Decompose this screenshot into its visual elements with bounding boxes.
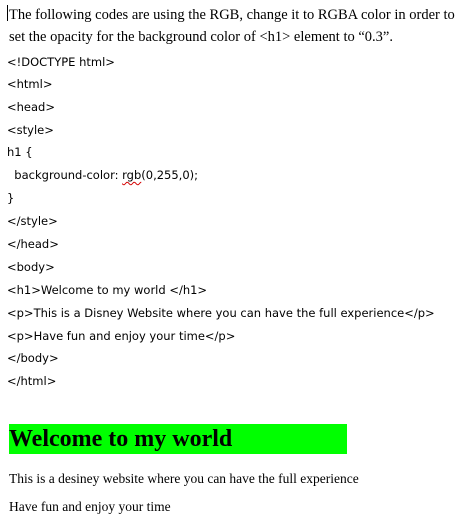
code-line-p1: <p>This is a Disney Website where you can have the full experience</p> <box>7 306 435 320</box>
code-line-head-open: <head> <box>7 100 55 114</box>
rendered-paragraph-2: Have fun and enjoy your time <box>9 499 171 514</box>
code-line-style-close: </style> <box>7 214 58 228</box>
code-line-brace-close: } <box>7 191 15 205</box>
code-line-h1-selector: h1 { <box>7 145 33 159</box>
css-property: background-color: <box>7 168 123 182</box>
code-line-html-open: <html> <box>7 77 53 91</box>
code-line-body-open: <body> <box>7 260 55 274</box>
code-line-h1: <h1>Welcome to my world </h1> <box>7 283 208 297</box>
code-line-body-close: </body> <box>7 351 59 365</box>
rendered-paragraph-1: This is a desiney website where you can have the full experience <box>9 471 359 486</box>
code-line-doctype: <!DOCTYPE html> <box>7 55 115 69</box>
spellcheck-underlined-word: rgb <box>122 168 142 182</box>
code-line-p2: <p>Have fun and enjoy your time</p> <box>7 329 236 343</box>
rgb-arguments: (0,255,0); <box>141 168 199 182</box>
text-cursor <box>7 5 8 21</box>
code-line-style-open: <style> <box>7 123 54 137</box>
instruction-paragraph: The following codes are using the RGB, change it to RGBA color in order to set the opacity for the background color of <h1> element to “0.3”. <box>9 7 455 45</box>
rendered-h1-heading: Welcome to my world <box>9 424 347 454</box>
code-line-head-close: </head> <box>7 237 59 251</box>
code-line-html-close: </html> <box>7 374 57 388</box>
code-line-background-color <box>7 167 198 183</box>
